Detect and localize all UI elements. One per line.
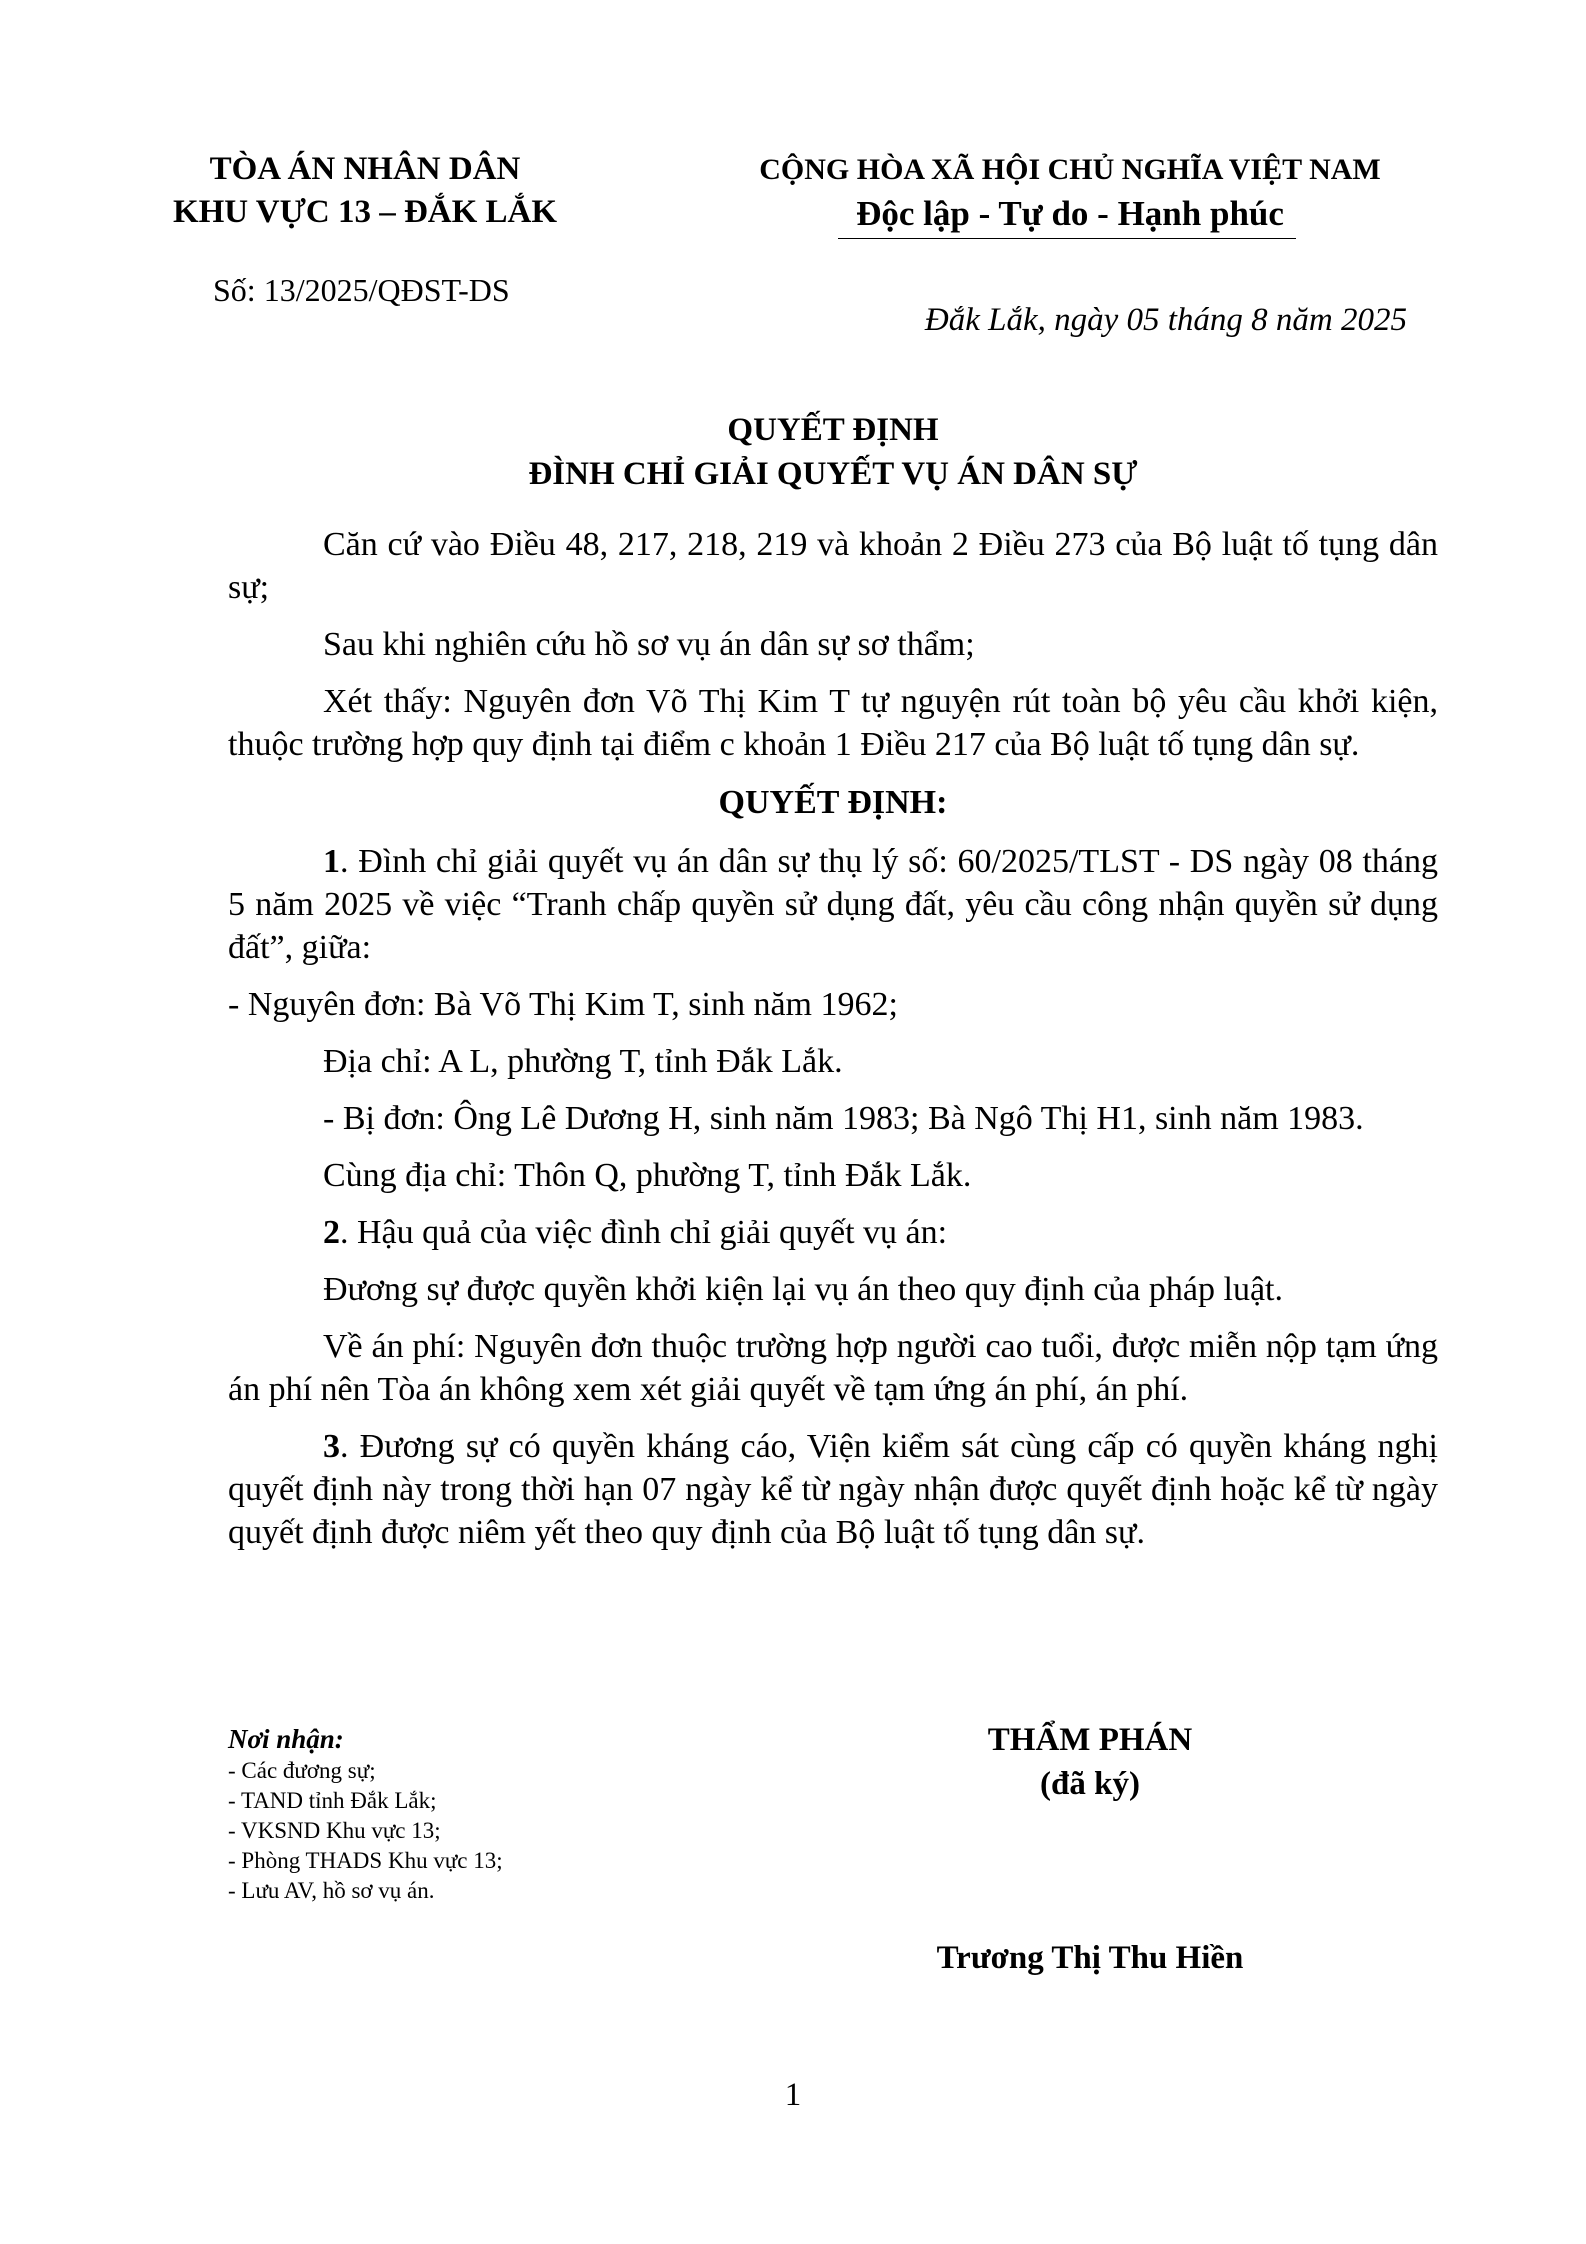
item-text: . Hậu quả của việc đình chỉ giải quyết vụ án: [340, 1214, 948, 1251]
legal-basis-paragraph: Căn cứ vào Điều 48, 217, 218, 219 và khoản 2 Điều 273 của Bộ luật tố tụng dân sự; [228, 526, 1438, 606]
decision-item-3 [228, 1425, 1438, 1554]
court-name [140, 148, 590, 234]
recipient-item: - Các đương sự; [228, 1758, 376, 1783]
national-motto: Độc lập - Tự do - Hạnh phúc [856, 194, 1284, 233]
decision-heading: QUYẾT ĐỊNH: [718, 784, 948, 821]
court-name-line1: TÒA ÁN NHÂN DÂN [209, 151, 521, 187]
court-name-line2: KHU VỰC 13 – ĐẮK LẮK [172, 194, 558, 230]
recipient-item: - Phòng THADS Khu vực 13; [228, 1848, 503, 1873]
item-number: 1 [323, 843, 340, 880]
review-paragraph: Sau khi nghiên cứu hồ sơ vụ án dân sự sơ thẩm; [323, 626, 975, 663]
defendant-address: Cùng địa chỉ: Thôn Q, phường T, tỉnh Đắk Lắk. [323, 1157, 972, 1194]
plaintiff-line: - Nguyên đơn: Bà Võ Thị Kim T, sinh năm 1962; [228, 986, 898, 1023]
considering-paragraph: Xét thấy: Nguyên đơn Võ Thị Kim T tự nguyện rút toàn bộ yêu cầu khởi kiện, thuộc trường hợp quy định tại điểm c khoản 1 Điều 217 của Bộ luật tố tụng dân sự. [228, 683, 1438, 763]
motto-underline [838, 238, 1296, 239]
item-text: . Đương sự có quyền kháng cáo, Viện kiểm sát cùng cấp có quyền kháng nghị quyết định này trong thời hạn 07 ngày kể từ ngày nhận được quyết định hoặc kể từ ngày quyết định được niêm yết theo quy định của Bộ luật tố tụng dân sự. [228, 1428, 1438, 1551]
title-line1: QUYẾT ĐỊNH [727, 412, 939, 448]
court-fee-paragraph: Về án phí: Nguyên đơn thuộc trường hợp người cao tuổi, được miễn nộp tạm ứng án phí nên Tòa án không xem xét giải quyết về tạm ứng án phí, án phí. [228, 1328, 1438, 1408]
signer-name: Trương Thị Thu Hiền [936, 1940, 1244, 1976]
signer-role: THẨM PHÁN [987, 1722, 1193, 1758]
signature-block [860, 1718, 1320, 1806]
national-heading [700, 148, 1440, 237]
recipient-item: - VKSND Khu vực 13; [228, 1818, 441, 1843]
defendant-line: - Bị đơn: Ông Lê Dương H, sinh năm 1983; Bà Ngô Thị H1, sinh năm 1983. [323, 1100, 1364, 1137]
page-number: 1 [784, 2077, 802, 2113]
document-title [228, 408, 1438, 496]
item-number: 3 [323, 1428, 340, 1465]
signature-status: (đã ký) [1040, 1766, 1140, 1802]
consequence-paragraph: Đương sự được quyền khởi kiện lại vụ án theo quy định của pháp luật. [323, 1271, 1283, 1308]
decision-item-2 [228, 1211, 1438, 1254]
document-date: Đắk Lắk, ngày 05 tháng 8 năm 2025 [924, 302, 1407, 338]
decision-item-1 [228, 840, 1438, 969]
recipients-heading: Nơi nhận: [228, 1724, 344, 1754]
title-line2: ĐÌNH CHỈ GIẢI QUYẾT VỤ ÁN DÂN SỰ [528, 456, 1138, 492]
recipient-item: - Lưu AV, hồ sơ vụ án. [228, 1878, 435, 1903]
recipients-block [228, 1722, 788, 1906]
item-text: . Đình chỉ giải quyết vụ án dân sự thụ lý số: 60/2025/TLST - DS ngày 08 tháng 5 năm 2025 về việc “Tranh chấp quyền sử dụng đất, yêu cầu công nhận quyền sử dụng đất”, giữa: [228, 843, 1438, 966]
document-number: Số: 13/2025/QĐST-DS [213, 272, 510, 308]
item-number: 2 [323, 1214, 340, 1251]
document-body [228, 523, 1438, 1568]
recipient-item: - TAND tỉnh Đắk Lắk; [228, 1788, 437, 1813]
plaintiff-address: Địa chỉ: A L, phường T, tỉnh Đắk Lắk. [323, 1043, 843, 1080]
republic-name: CỘNG HÒA XÃ HỘI CHỦ NGHĨA VIỆT NAM [759, 153, 1381, 186]
